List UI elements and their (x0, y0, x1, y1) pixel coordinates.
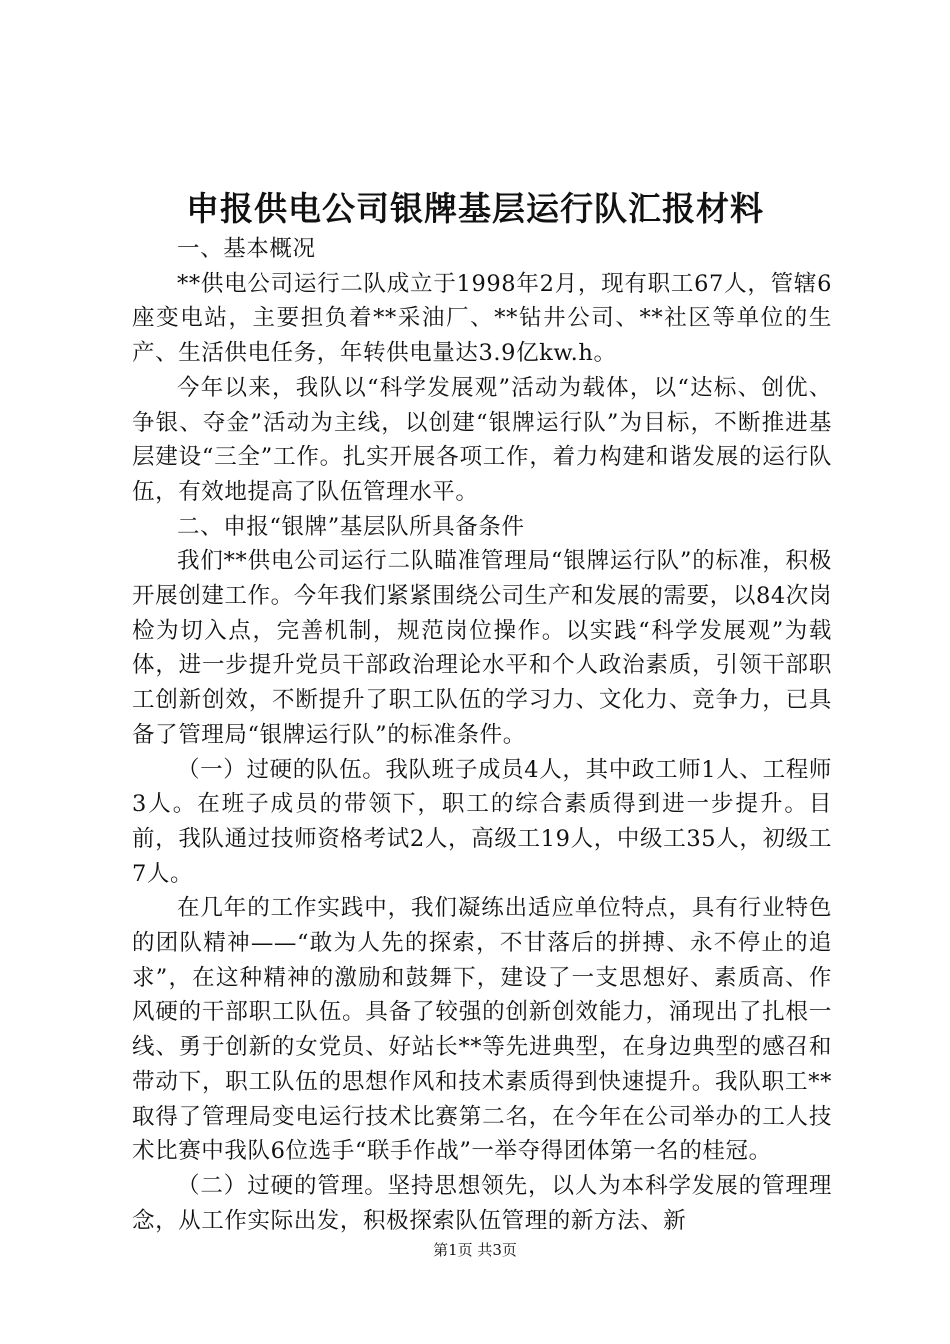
paragraph-team: （一）过硬的队伍。我队班子成员4人，其中政工师1人、工程师3人。在班子成员的带领下，职工的综合素质得到进一步提升。目前，我队通过技师资格考试2人，高级工19人，中级工35人，初级工7人。 (132, 756, 832, 887)
section-heading-overview: 一、基本概况 (177, 236, 316, 262)
document-title: 申报供电公司银牌基层运行队汇报材料 (186, 189, 764, 228)
paragraph-standards: 我们**供电公司运行二队瞄准管理局“银牌运行队”的标准，积极开展创建工作。今年我们紧紧围绕公司生产和发展的需要，以84次岗检为切入点，完善机制，规范岗位操作。以实践“科学发展观”为载体，进一步提升党员干部政治理论水平和个人政治素质，引领干部职工创新创效，不断提升了职工队伍的学习力、文化力、竞争力，已具备了管理局“银牌运行队”的标准条件。 (132, 548, 832, 748)
document-body (132, 232, 832, 1238)
paragraph-intro: **供电公司运行二队成立于1998年2月，现有职工67人，管辖6座变电站，主要担负着**采油厂、**钻井公司、**社区等单位的生产、生活供电任务，年转供电量达3.9亿kw.h。 (132, 270, 832, 367)
page-number-footer: 第1页 共3页 (433, 1241, 517, 1259)
paragraph-team-spirit: 在几年的工作实践中，我们凝练出适应单位特点，具有行业特色的团队精神——“敢为人先的探索，不甘落后的拼搏、永不停止的追求”，在这种精神的激励和鼓舞下，建设了一支思想好、素质高、作风硬的干部职工队伍。具备了较强的创新创效能力，涌现出了扎根一线、勇于创新的女党员、好站长**等先进典型，在身边典型的感召和带动下，职工队伍的思想作风和技术素质得到快速提升。我队职工**取得了管理局变电运行技术比赛第二名，在今年在公司举办的工人技术比赛中我队6位选手“联手作战”一举夺得团体第一名的桂冠。 (132, 895, 832, 1165)
paragraph-management: （二）过硬的管理。坚持思想领先，以人为本科学发展的管理理念，从工作实际出发，积极探索队伍管理的新方法、新 (132, 1172, 832, 1234)
section-heading-conditions: 二、申报“银牌”基层队所具备条件 (177, 513, 525, 540)
paragraph-this-year: 今年以来，我队以“科学发展观”活动为载体，以“达标、创优、争银、夺金”活动为主线，以创建“银牌运行队”为目标，不断推进基层建设“三全”工作。扎实开展各项工作，着力构建和谐发展的运行队伍，有效地提高了队伍管理水平。 (132, 374, 832, 505)
